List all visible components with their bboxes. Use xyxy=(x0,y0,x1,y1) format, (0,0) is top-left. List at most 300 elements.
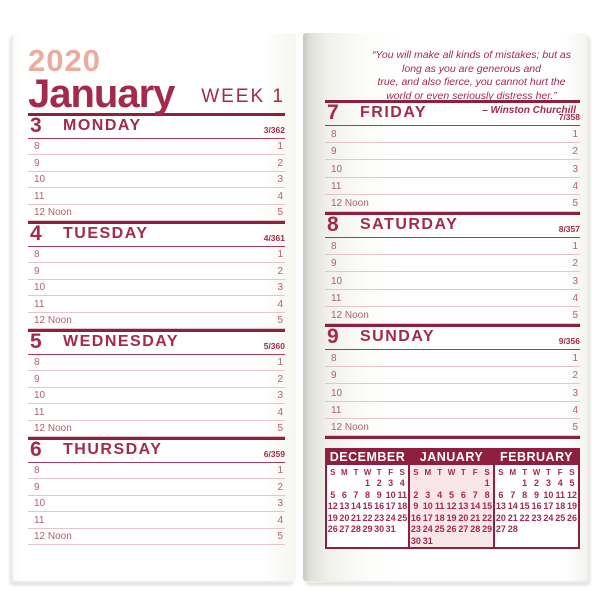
time-slots xyxy=(28,355,285,437)
time-slots xyxy=(325,238,580,324)
date-cell: 21 xyxy=(350,512,361,523)
day-of-year: 6/359 xyxy=(263,449,285,459)
date-cell: 29 xyxy=(362,524,373,534)
afternoon-hour-label: 4 xyxy=(277,298,283,310)
afternoon-hour-label: 2 xyxy=(277,481,283,493)
day-header xyxy=(28,224,285,247)
date-cell: 25 xyxy=(397,512,408,523)
day-number: 6 xyxy=(30,438,42,461)
time-slot-row xyxy=(28,404,285,420)
date-cell: 4 xyxy=(437,489,443,500)
date-cell: 14 xyxy=(350,501,361,511)
date-cell: 1 xyxy=(522,478,528,488)
day-section xyxy=(28,113,285,221)
mini-dow-row xyxy=(495,465,578,478)
date-cell: 15 xyxy=(519,501,530,511)
dow-cell: S xyxy=(484,468,490,477)
day-number: 3 xyxy=(30,114,42,137)
date-cell: 3 xyxy=(425,489,431,500)
mini-dow-row xyxy=(327,465,408,478)
afternoon-hour-label: 5 xyxy=(277,207,283,219)
time-slot-row xyxy=(28,512,285,528)
date-cell: 4 xyxy=(557,478,563,488)
date-cell: 12 xyxy=(567,489,578,500)
date-cell: 9 xyxy=(413,501,419,511)
mini-grid xyxy=(410,478,493,547)
date-cell: 19 xyxy=(446,512,457,523)
date-cell: 26 xyxy=(327,524,338,534)
dow-cell: S xyxy=(569,468,575,477)
mini-dow-row xyxy=(410,465,493,478)
date-cell: 23 xyxy=(531,512,542,523)
dow-cell: W xyxy=(447,468,456,477)
date-cell: 27 xyxy=(495,524,506,534)
day-section xyxy=(325,212,580,324)
date-cell: 1 xyxy=(364,478,370,488)
day-of-year: 7/358 xyxy=(558,112,580,122)
morning-hour-label: 8 xyxy=(34,141,40,153)
date-cell: 28 xyxy=(470,524,481,534)
morning-hour-label: 9 xyxy=(331,370,337,382)
mini-grid xyxy=(327,478,408,536)
quote-attribution: – Winston Churchill xyxy=(482,104,576,116)
morning-hour-label: 11 xyxy=(331,292,342,304)
date-cell: 25 xyxy=(434,524,445,534)
morning-hour-label: 9 xyxy=(34,265,40,277)
quote-line-1: “You will make all kinds of mistakes; but as long as you are generous and xyxy=(372,49,571,75)
time-slot-row xyxy=(325,238,580,255)
date-cell xyxy=(481,536,493,548)
date-cell: 11 xyxy=(397,489,407,500)
date-cell: 22 xyxy=(482,512,493,523)
time-slot-row xyxy=(325,126,580,143)
date-cell xyxy=(531,524,543,536)
date-cell: 5 xyxy=(330,489,336,500)
dow-cell: M xyxy=(509,468,517,477)
date-cell xyxy=(446,478,458,490)
morning-hour-label: 10 xyxy=(331,163,343,175)
date-cell xyxy=(542,524,554,536)
morning-hour-label: 10 xyxy=(34,390,46,402)
date-cell: 22 xyxy=(362,512,373,523)
day-name: MONDAY xyxy=(63,117,142,134)
time-slot-row xyxy=(325,272,580,289)
date-cell: 18 xyxy=(397,501,408,511)
mini-calendar-month: FEBRUARY xyxy=(495,450,578,465)
date-cell: 16 xyxy=(410,512,421,523)
date-cell: 15 xyxy=(482,501,493,511)
afternoon-hour-label: 4 xyxy=(572,180,578,192)
time-slot-row xyxy=(325,195,580,212)
time-slot-row xyxy=(28,529,285,545)
date-cell: 25 xyxy=(555,512,566,523)
mini-calendar-month: JANUARY xyxy=(410,450,493,465)
time-slot-row xyxy=(28,280,285,296)
date-cell xyxy=(350,478,362,490)
day-of-year: 3/362 xyxy=(263,125,285,135)
date-cell xyxy=(339,478,351,490)
date-cell: 20 xyxy=(458,512,469,523)
weekday-list-right xyxy=(325,100,580,439)
time-slots xyxy=(28,139,285,221)
morning-hour-label: 8 xyxy=(34,465,40,477)
right-page xyxy=(303,33,587,581)
afternoon-hour-label: 5 xyxy=(277,423,283,435)
date-cell xyxy=(446,536,458,548)
date-cell: 6 xyxy=(460,489,466,500)
date-cell: 13 xyxy=(339,501,350,511)
date-cell: 14 xyxy=(507,501,518,511)
day-section xyxy=(28,437,285,545)
time-slot-row xyxy=(325,290,580,307)
day-number: 9 xyxy=(327,325,339,348)
date-cell: 17 xyxy=(543,501,554,511)
date-cell: 5 xyxy=(448,489,454,500)
morning-hour-label: 11 xyxy=(34,406,45,418)
day-number: 4 xyxy=(30,222,42,245)
date-cell: 24 xyxy=(385,512,396,523)
afternoon-hour-label: 1 xyxy=(277,249,283,261)
time-slot-row xyxy=(325,384,580,401)
dow-cell: F xyxy=(557,468,563,477)
day-header xyxy=(28,116,285,139)
page-header xyxy=(28,43,285,116)
dow-cell: S xyxy=(498,468,504,477)
date-cell: 10 xyxy=(422,501,433,511)
dow-cell: S xyxy=(399,468,405,477)
date-cell: 3 xyxy=(388,478,394,488)
morning-hour-label: 8 xyxy=(34,357,40,369)
date-cell: 12 xyxy=(327,501,338,511)
day-name: FRIDAY xyxy=(360,104,428,121)
time-slots xyxy=(28,463,285,545)
dow-cell: M xyxy=(341,468,348,477)
time-slot-row xyxy=(28,388,285,404)
date-cell: 7 xyxy=(510,489,516,500)
afternoon-hour-label: 4 xyxy=(277,514,283,526)
afternoon-hour-label: 5 xyxy=(572,198,578,210)
morning-hour-label: 10 xyxy=(34,174,46,186)
date-cell: 18 xyxy=(555,501,566,511)
afternoon-hour-label: 3 xyxy=(572,275,578,287)
day-of-year: 4/361 xyxy=(263,233,285,243)
date-cell: 2 xyxy=(533,478,539,488)
date-cell: 11 xyxy=(555,489,565,500)
date-cell: 8 xyxy=(522,489,528,500)
morning-hour-label: 11 xyxy=(331,404,342,416)
year-label: 2020 xyxy=(28,43,101,78)
day-header xyxy=(28,440,285,463)
date-cell: 9 xyxy=(376,489,382,500)
date-cell: 20 xyxy=(339,512,350,523)
date-cell xyxy=(434,536,446,548)
morning-hour-label: 8 xyxy=(331,241,337,253)
morning-hour-label: 9 xyxy=(331,146,337,158)
date-cell: 13 xyxy=(458,501,469,511)
day-number: 5 xyxy=(30,330,42,353)
time-slot-row xyxy=(28,205,285,221)
date-cell: 30 xyxy=(410,535,421,546)
mini-calendar xyxy=(325,448,410,549)
date-cell: 29 xyxy=(482,524,493,534)
week-label: WEEK 1 xyxy=(201,86,285,107)
time-slot-row xyxy=(28,371,285,387)
dow-cell: T xyxy=(522,468,528,477)
mini-grid xyxy=(495,478,578,536)
dow-cell: M xyxy=(424,468,432,477)
date-cell: 27 xyxy=(339,524,350,534)
day-name: SATURDAY xyxy=(360,216,459,233)
afternoon-hour-label: 4 xyxy=(277,190,283,202)
afternoon-hour-label: 1 xyxy=(572,353,578,365)
dow-cell: F xyxy=(388,468,394,477)
dow-cell: W xyxy=(532,468,541,477)
time-slots xyxy=(325,126,580,212)
morning-hour-label: 12 Noon xyxy=(34,423,72,435)
afternoon-hour-label: 2 xyxy=(277,157,283,169)
time-slot-row xyxy=(325,419,580,436)
date-cell: 7 xyxy=(353,489,359,500)
date-cell: 21 xyxy=(470,512,481,523)
date-cell xyxy=(566,524,578,536)
morning-hour-label: 12 Noon xyxy=(331,198,369,210)
mini-calendar xyxy=(410,448,495,549)
time-slots xyxy=(325,350,580,436)
time-slot-row xyxy=(28,479,285,495)
date-cell: 10 xyxy=(385,489,396,500)
dow-cell: T xyxy=(376,468,382,477)
date-cell: 5 xyxy=(569,478,575,488)
date-cell: 16 xyxy=(374,501,385,511)
time-slot-row xyxy=(325,350,580,367)
time-slot-row xyxy=(28,139,285,155)
morning-hour-label: 8 xyxy=(331,353,337,365)
date-cell: 31 xyxy=(385,524,396,534)
date-cell xyxy=(554,524,566,536)
time-slot-row xyxy=(325,255,580,272)
day-of-year: 8/357 xyxy=(558,224,580,234)
date-cell: 8 xyxy=(364,489,370,500)
day-section xyxy=(28,329,285,437)
afternoon-hour-label: 1 xyxy=(277,141,283,153)
date-cell: 21 xyxy=(507,512,518,523)
time-slot-row xyxy=(325,402,580,419)
time-slot-row xyxy=(28,496,285,512)
afternoon-hour-label: 4 xyxy=(572,292,578,304)
dow-cell: S xyxy=(330,468,336,477)
time-slot-row xyxy=(28,463,285,479)
date-cell xyxy=(410,478,422,490)
time-slot-row xyxy=(28,355,285,371)
time-slot-row xyxy=(28,313,285,329)
time-slot-row xyxy=(28,155,285,171)
afternoon-hour-label: 5 xyxy=(277,531,283,543)
date-cell: 30 xyxy=(374,524,385,534)
date-cell: 17 xyxy=(385,501,396,511)
date-cell: 23 xyxy=(410,524,421,534)
date-cell: 17 xyxy=(422,512,433,523)
day-name: WEDNESDAY xyxy=(63,333,180,350)
afternoon-hour-label: 1 xyxy=(572,241,578,253)
afternoon-hour-label: 2 xyxy=(572,146,578,158)
mini-calendar-month: DECEMBER xyxy=(327,450,408,465)
time-slot-row xyxy=(325,160,580,177)
morning-hour-label: 11 xyxy=(331,180,342,192)
time-slot-row xyxy=(325,178,580,195)
date-cell: 3 xyxy=(545,478,551,488)
date-cell: 7 xyxy=(472,489,478,500)
time-slot-row xyxy=(325,307,580,324)
time-slots xyxy=(28,247,285,329)
afternoon-hour-label: 2 xyxy=(572,258,578,270)
date-cell: 4 xyxy=(399,478,405,488)
date-cell: 24 xyxy=(543,512,554,523)
morning-hour-label: 12 Noon xyxy=(34,531,72,543)
morning-hour-label: 9 xyxy=(34,481,40,493)
afternoon-hour-label: 5 xyxy=(572,422,578,434)
date-cell xyxy=(457,536,469,548)
day-section xyxy=(325,324,580,436)
morning-hour-label: 10 xyxy=(331,387,343,399)
day-of-year: 5/360 xyxy=(263,341,285,351)
dow-cell: F xyxy=(472,468,478,477)
afternoon-hour-label: 1 xyxy=(572,129,578,141)
morning-hour-label: 9 xyxy=(34,157,40,169)
time-slot-row xyxy=(28,188,285,204)
morning-hour-label: 10 xyxy=(34,498,46,510)
date-cell: 1 xyxy=(484,478,490,488)
quote-line-2: true, and also fierce, you cannot hurt the world or even seriously distress her.” xyxy=(377,76,566,102)
date-cell: 11 xyxy=(434,501,445,511)
time-slot-row xyxy=(28,263,285,279)
date-cell: 28 xyxy=(350,524,361,534)
left-page xyxy=(13,33,296,581)
date-cell: 13 xyxy=(495,501,506,511)
dow-cell: W xyxy=(363,468,372,477)
morning-hour-label: 10 xyxy=(34,282,46,294)
date-cell: 2 xyxy=(376,478,382,488)
date-cell: 28 xyxy=(507,524,518,534)
mini-calendar xyxy=(495,448,580,549)
date-cell xyxy=(469,536,481,548)
morning-hour-label: 12 Noon xyxy=(331,310,369,322)
day-name: THURSDAY xyxy=(63,441,163,458)
day-of-year: 9/356 xyxy=(558,336,580,346)
dow-cell: S xyxy=(413,468,419,477)
date-cell: 19 xyxy=(327,512,338,523)
time-slot-row xyxy=(325,367,580,384)
time-slot-row xyxy=(28,172,285,188)
day-header xyxy=(325,103,580,126)
date-cell: 10 xyxy=(543,489,554,500)
morning-hour-label: 9 xyxy=(331,258,337,270)
day-section xyxy=(325,100,580,212)
morning-hour-label: 11 xyxy=(34,190,45,202)
afternoon-hour-label: 5 xyxy=(277,315,283,327)
dow-cell: T xyxy=(460,468,466,477)
date-cell: 12 xyxy=(446,501,457,511)
day-section xyxy=(28,221,285,329)
date-cell xyxy=(457,478,469,490)
date-cell: 27 xyxy=(458,524,469,534)
date-cell xyxy=(327,478,339,490)
afternoon-hour-label: 3 xyxy=(277,174,283,186)
dow-cell: T xyxy=(545,468,551,477)
date-cell: 31 xyxy=(422,535,433,546)
morning-hour-label: 8 xyxy=(331,129,337,141)
date-cell: 9 xyxy=(533,489,539,500)
afternoon-hour-label: 2 xyxy=(277,373,283,385)
morning-hour-label: 11 xyxy=(34,514,45,526)
afternoon-hour-label: 2 xyxy=(572,370,578,382)
afternoon-hour-label: 1 xyxy=(277,465,283,477)
date-cell: 14 xyxy=(470,501,481,511)
date-cell xyxy=(422,478,434,490)
date-cell xyxy=(519,524,531,536)
morning-hour-label: 12 Noon xyxy=(331,422,369,434)
weekday-list-left xyxy=(28,113,285,545)
date-cell xyxy=(469,478,481,490)
date-cell xyxy=(434,478,446,490)
time-slot-row xyxy=(325,143,580,160)
afternoon-hour-label: 3 xyxy=(572,163,578,175)
day-number: 8 xyxy=(327,213,339,236)
day-name: TUESDAY xyxy=(63,225,149,242)
date-cell: 15 xyxy=(362,501,373,511)
afternoon-hour-label: 3 xyxy=(572,387,578,399)
mini-calendars xyxy=(325,448,580,549)
time-slot-row xyxy=(28,421,285,437)
date-cell xyxy=(507,478,519,490)
date-cell: 23 xyxy=(374,512,385,523)
afternoon-hour-label: 1 xyxy=(277,357,283,369)
date-cell xyxy=(495,478,507,490)
date-cell: 6 xyxy=(498,489,504,500)
morning-hour-label: 12 Noon xyxy=(34,315,72,327)
afternoon-hour-label: 4 xyxy=(572,404,578,416)
date-cell: 26 xyxy=(567,512,578,523)
day-name: SUNDAY xyxy=(360,328,436,345)
dow-cell: T xyxy=(437,468,443,477)
date-cell: 20 xyxy=(495,512,506,523)
morning-hour-label: 10 xyxy=(331,275,343,287)
day-header xyxy=(325,215,580,238)
date-cell: 2 xyxy=(413,489,419,500)
date-cell: 8 xyxy=(484,489,490,500)
date-cell: 16 xyxy=(531,501,542,511)
date-cell: 24 xyxy=(422,524,433,534)
afternoon-hour-label: 3 xyxy=(277,282,283,294)
date-cell: 6 xyxy=(341,489,347,500)
afternoon-hour-label: 2 xyxy=(277,265,283,277)
afternoon-hour-label: 4 xyxy=(277,406,283,418)
afternoon-hour-label: 3 xyxy=(277,498,283,510)
morning-hour-label: 12 Noon xyxy=(34,207,72,219)
month-title: January xyxy=(28,72,175,116)
day-header xyxy=(28,332,285,355)
date-cell: 22 xyxy=(519,512,530,523)
date-cell xyxy=(396,524,408,536)
date-cell: 26 xyxy=(446,524,457,534)
morning-hour-label: 9 xyxy=(34,373,40,385)
afternoon-hour-label: 5 xyxy=(572,310,578,322)
afternoon-hour-label: 3 xyxy=(277,390,283,402)
time-slot-row xyxy=(28,296,285,312)
morning-hour-label: 8 xyxy=(34,249,40,261)
time-slot-row xyxy=(28,247,285,263)
day-header xyxy=(325,327,580,350)
date-cell: 18 xyxy=(434,512,445,523)
